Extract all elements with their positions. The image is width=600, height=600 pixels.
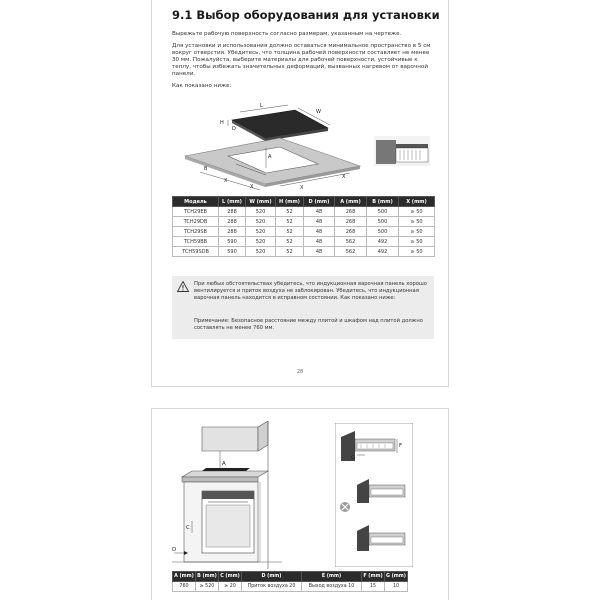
warning-text: При любых обстоятельствах убедитесь, что индукционная варочная панель хорошо вентилируется и приток воздуха не заблокирован. Убедитесь, что индукционная варочная панель находится в исправном состоянии. Как показано ниже: [194,281,427,301]
table-row [173,247,435,257]
table-row [173,207,435,217]
cell: ≥ 20 [219,582,242,592]
manual-page-bottom [151,408,449,600]
col-header-H: H (mm) [276,197,304,207]
col-header-model: Модель [173,197,219,207]
label-X-1: X [224,178,228,184]
cell: 48 [304,217,335,227]
table-row [173,237,435,247]
col-header-G: G (mm) [385,572,408,582]
label-X-4: X [342,174,346,180]
paragraph-cutout: Вырежьте рабочую поверхность согласно размерам, указанным на чертеже. [172,31,402,37]
cell: 52 [276,217,304,227]
cell: ≥ 50 [399,237,435,247]
label-D: D [172,547,177,553]
cell: 268 [335,207,367,217]
cell: 520 [246,237,276,247]
cell: 52 [276,227,304,237]
cell: 562 [335,237,367,247]
clearance-table-header-row [173,572,408,582]
cell: 48 [304,247,335,257]
label-B: B [204,166,208,172]
cell: 520 [246,217,276,227]
col-header-A: A (mm) [173,572,196,582]
cell: 520 [246,207,276,217]
cutout-diagram [170,98,370,190]
cell: 520 [246,227,276,237]
cell: ≥ 50 [399,227,435,237]
table-row [173,217,435,227]
cell: 562 [335,247,367,257]
col-header-X: X (mm) [399,197,435,207]
label-C: C [186,525,190,531]
cell: 500 [367,217,399,227]
cell: ≥ 50 [399,217,435,227]
cell: 52 [276,247,304,257]
label-X-3: X [300,185,304,190]
worktop [182,471,268,477]
spec-table-header-row [173,197,435,207]
col-header-E: E (mm) [302,572,362,582]
col-header-C: C (mm) [219,572,242,582]
cell: 590 [219,237,246,247]
cell: 52 [276,237,304,247]
section-title: 9.1 Выбор оборудования для установки [172,8,440,22]
label-X-2: X [250,184,254,190]
warning-triangle-icon [177,281,189,292]
table-row [173,582,408,592]
label-L: L [260,103,263,109]
label-G: G [351,455,356,461]
cell: 10 [385,582,408,592]
cell: 48 [304,237,335,247]
cell: 500 [367,227,399,237]
cell-model: TCH29SB [173,227,219,237]
table-row [173,227,435,237]
cell: 520 [246,247,276,257]
cell: 268 [335,217,367,227]
upper-cabinet [202,427,258,451]
col-header-A: A (mm) [335,197,367,207]
cell: Выход воздуха 10 [302,582,362,592]
warning-note: Примечание: Безопасное расстояние между плитой и шкафом над плитой должно составлять не менее 760 мм. [194,318,423,331]
paragraph-as-shown: Как показано ниже: [172,83,232,89]
label-A: A [268,154,272,160]
cell: ≥ 520 [196,582,219,592]
col-header-B: B (mm) [196,572,219,582]
col-header-D: D (mm) [242,572,302,582]
label-D: D [232,126,236,132]
cell: 492 [367,237,399,247]
clearance-table [172,571,408,592]
cell-model: TCH59SDB [173,247,219,257]
corner-detail-diagram [374,136,430,166]
col-header-F: F (mm) [362,572,385,582]
manual-page-top [151,0,449,387]
label-F: F [399,443,403,449]
cell: 590 [219,247,246,257]
hob [202,468,250,471]
spec-table [172,196,435,257]
cell: 500 [367,207,399,217]
cell: 48 [304,207,335,217]
cell: 288 [219,207,246,217]
label-A: A [222,461,226,467]
cell: 288 [219,227,246,237]
cell-model: TCH59BB [173,237,219,247]
cell-model: TCH29DB [173,217,219,227]
label-H: H [220,120,224,126]
cell-model: TCH29EB [173,207,219,217]
col-header-B: B (mm) [367,197,399,207]
cell: Приток воздуха 20 [242,582,302,592]
warning-box [172,276,434,339]
hob-top-glass [232,110,328,138]
worktop-section [376,140,396,164]
cell: 760 [173,582,196,592]
page-number: 28 [296,369,304,375]
col-header-L: L (mm) [219,197,246,207]
cell: 288 [219,217,246,227]
cell: 48 [304,227,335,237]
label-W: W [316,109,321,115]
paragraph-requirements: Для установки и использования должно оставаться минимальное пространство в 5 см вокруг отверстия. Убедитесь, что толщина рабочей поверхности составляет не менее 30 мм. Пожалуйста, выберите материалы для рабочей поверхности, устойчивые к теплу, чтобы избежать значительных деформаций, вызванных нагревом от варочной панели. [172,43,431,77]
cell: ≥ 50 [399,207,435,217]
cell: 492 [367,247,399,257]
ventilation-detail-diagram [335,423,413,567]
cell: 15 [362,582,385,592]
cell: ≥ 50 [399,247,435,257]
cabinet-clearance-diagram [172,421,282,569]
col-header-D: D (mm) [304,197,335,207]
cell: 52 [276,207,304,217]
cell: 268 [335,227,367,237]
col-header-W: W (mm) [246,197,276,207]
